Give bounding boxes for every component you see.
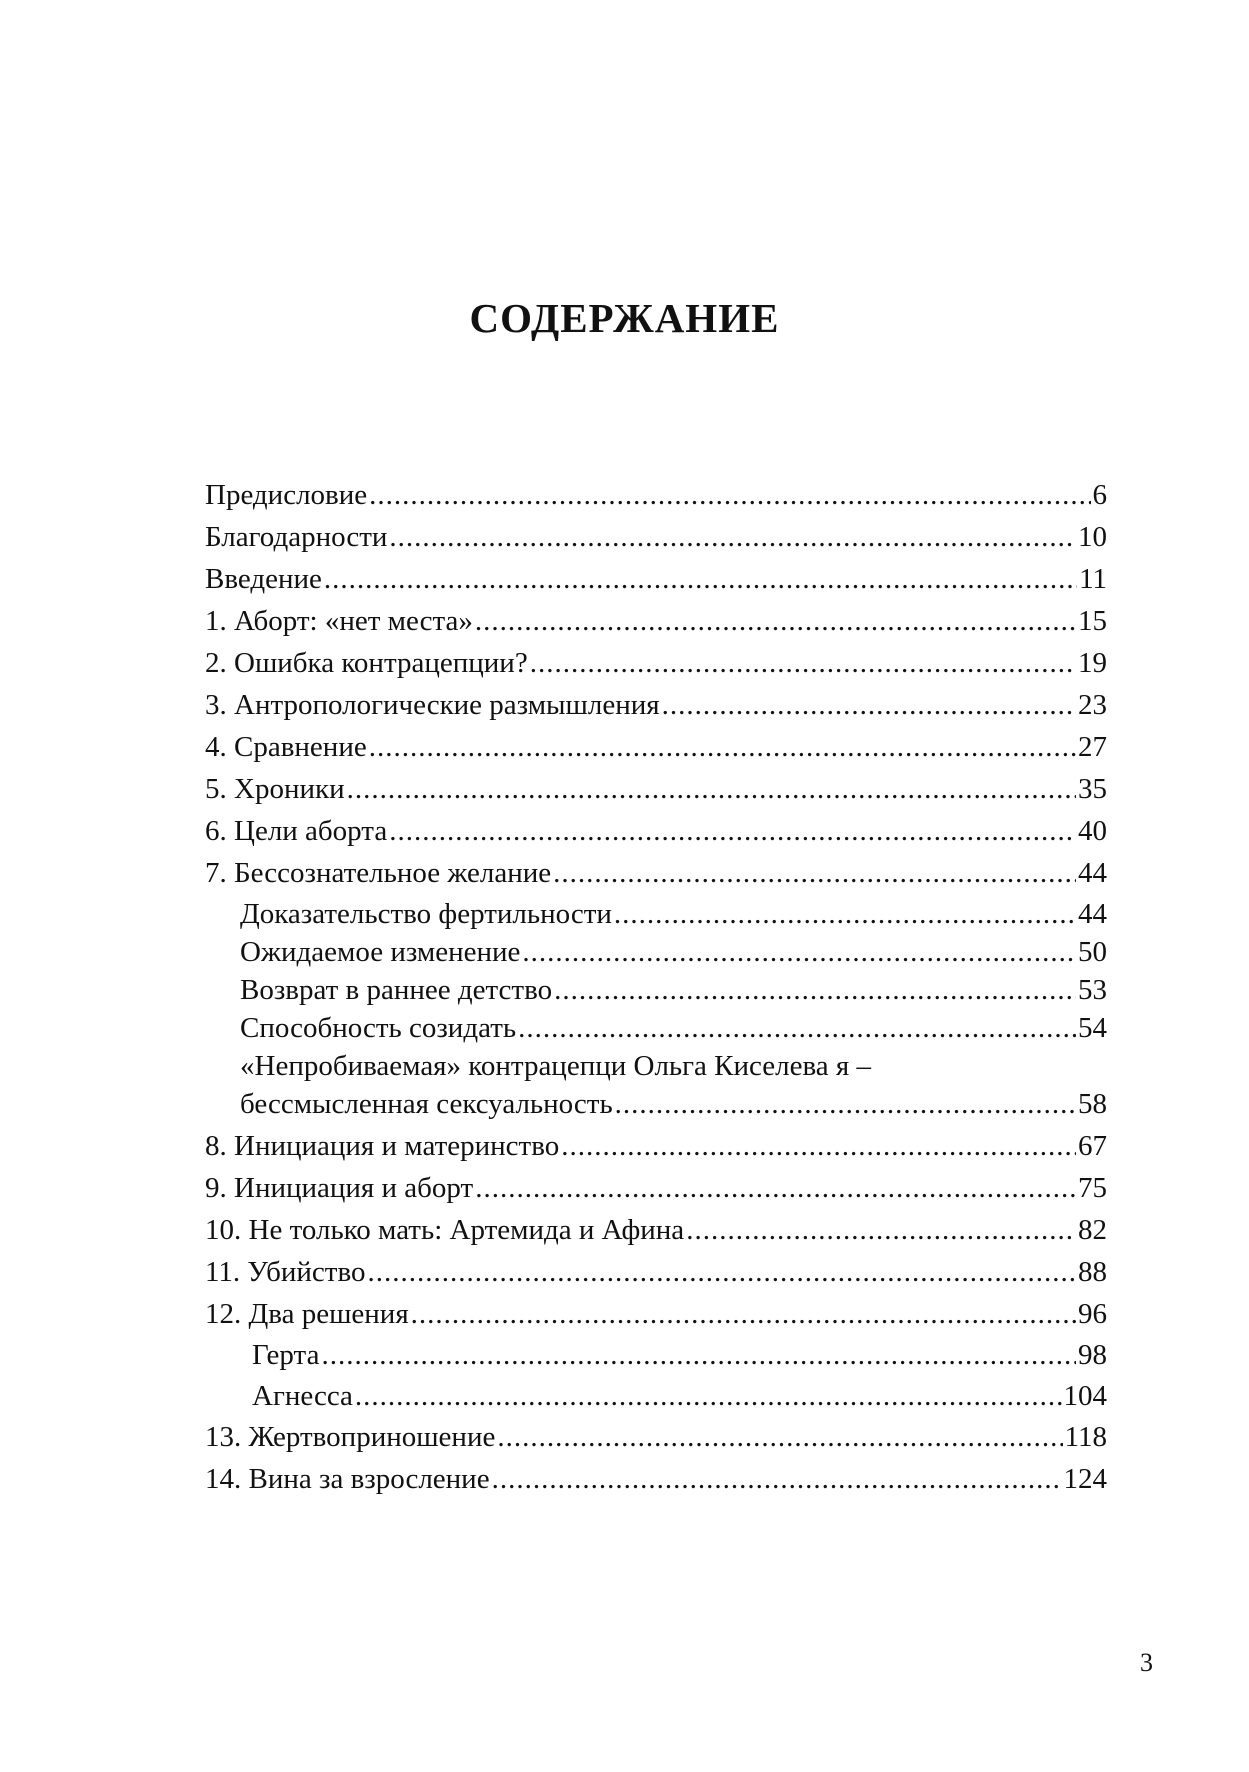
toc-entry-page: 118 xyxy=(1064,1421,1107,1453)
toc-entry-page: 11 xyxy=(1079,563,1107,595)
dot-leader xyxy=(347,769,1076,809)
toc-entry-label: 8. Инициация и материнство xyxy=(205,1130,560,1162)
toc-subentry xyxy=(240,894,1107,934)
dot-leader xyxy=(522,932,1076,972)
toc-entry-label: 1. Аборт: «нет места» xyxy=(205,605,473,637)
toc-entry-page: 44 xyxy=(1078,898,1107,930)
toc-entry-label: 3. Антропологические размышления xyxy=(205,689,660,721)
toc-entry xyxy=(205,559,1107,599)
toc-entry-label: 11. Убийство xyxy=(205,1256,366,1288)
toc-entry-page: 98 xyxy=(1078,1339,1107,1371)
toc-entry xyxy=(205,1252,1107,1292)
toc-entry xyxy=(205,1168,1107,1208)
dot-leader xyxy=(614,894,1076,934)
toc-entry-page: 15 xyxy=(1078,605,1107,637)
dot-leader xyxy=(389,517,1076,557)
toc-subentry xyxy=(252,1376,1107,1416)
toc-entry-label: 14. Вина за взросление xyxy=(205,1463,490,1495)
toc-entry-label: 10. Не только мать: Артемида и Афина xyxy=(205,1214,685,1246)
toc-entry-label: 2. Ошибка контрацепции? xyxy=(205,647,528,679)
dot-leader xyxy=(497,1417,1062,1457)
dot-leader xyxy=(561,1126,1076,1166)
dot-leader xyxy=(530,643,1076,683)
dot-leader xyxy=(324,559,1077,599)
toc-entry xyxy=(205,1417,1107,1457)
toc-entry-label: Предисловие xyxy=(205,479,368,511)
toc-entry xyxy=(205,727,1107,767)
toc-entry-page: 6 xyxy=(1092,479,1107,511)
toc-entry-label: Ожидаемое изменение xyxy=(240,936,521,968)
toc-entry-page: 88 xyxy=(1078,1256,1107,1288)
toc-entry-label: Введение xyxy=(205,563,322,595)
toc-entry-page: 67 xyxy=(1078,1130,1107,1162)
dot-leader xyxy=(389,811,1076,851)
toc-entry-page: 82 xyxy=(1078,1214,1107,1246)
toc-entry-label: Герта xyxy=(252,1339,320,1371)
dot-leader xyxy=(355,1376,1062,1416)
toc-entry xyxy=(205,853,1107,893)
dot-leader xyxy=(369,475,1090,515)
dot-leader xyxy=(475,1168,1076,1208)
dot-leader xyxy=(554,970,1076,1010)
toc-entry-label: «Непробиваемая» контрацепци Ольга Киселева я – xyxy=(240,1050,871,1082)
toc-entry-page: 19 xyxy=(1078,647,1107,679)
toc-subentry xyxy=(240,1008,1107,1048)
dot-leader xyxy=(367,1252,1076,1292)
toc-entry-page: 58 xyxy=(1078,1088,1107,1120)
dot-leader xyxy=(492,1459,1062,1499)
toc-entry-label: бессмысленная сексуальность xyxy=(240,1088,613,1120)
toc-entry xyxy=(205,769,1107,809)
dot-leader xyxy=(662,685,1076,725)
toc-entry-page: 104 xyxy=(1063,1380,1107,1412)
toc-entry-label: 12. Два решения xyxy=(205,1298,409,1330)
toc-entry-page: 96 xyxy=(1078,1298,1107,1330)
toc-entry-label: Благодарности xyxy=(205,521,388,553)
toc-entry xyxy=(205,601,1107,641)
toc-entry-page: 75 xyxy=(1078,1172,1107,1204)
page-number: 3 xyxy=(1140,1648,1153,1677)
toc-entry xyxy=(205,685,1107,725)
toc-entry-page: 40 xyxy=(1078,815,1107,847)
toc-entry-page: 44 xyxy=(1078,857,1107,889)
toc-entry-page: 10 xyxy=(1078,521,1107,553)
toc-entry xyxy=(205,517,1107,557)
toc-entry-page: 27 xyxy=(1078,731,1107,763)
toc-entry-page: 124 xyxy=(1063,1463,1107,1495)
toc-entry-label: 4. Сравнение xyxy=(205,731,367,763)
toc-subentry xyxy=(252,1335,1107,1375)
toc-entry-label: 7. Бессознательное желание xyxy=(205,857,552,889)
dot-leader xyxy=(553,853,1076,893)
dot-leader xyxy=(411,1294,1076,1334)
toc-entry-label: Агнесса xyxy=(252,1380,353,1412)
toc-entry-page: 23 xyxy=(1078,689,1107,721)
toc-subentry-first-line xyxy=(240,1046,1107,1086)
toc-entry xyxy=(205,475,1107,515)
dot-leader xyxy=(615,1084,1076,1124)
toc-subentry xyxy=(240,970,1107,1010)
dot-leader xyxy=(369,727,1076,767)
dot-leader xyxy=(686,1210,1076,1250)
toc-entry-label: 6. Цели аборта xyxy=(205,815,388,847)
toc-entry-label: 13. Жертвоприношение xyxy=(205,1421,496,1453)
toc-entry-label: Способность созидать xyxy=(240,1012,517,1044)
toc-subentry xyxy=(240,1084,1107,1124)
toc-entry xyxy=(205,1126,1107,1166)
toc-entry xyxy=(205,1294,1107,1334)
toc-entry xyxy=(205,811,1107,851)
toc-entry-label: Доказательство фертильности xyxy=(240,898,612,930)
toc-entry-page: 50 xyxy=(1078,936,1107,968)
page-title: СОДЕРЖАНИЕ xyxy=(469,295,780,341)
toc-entry xyxy=(205,1459,1107,1499)
dot-leader xyxy=(518,1008,1076,1048)
toc-entry-label: 5. Хроники xyxy=(205,773,345,805)
toc-subentry xyxy=(240,932,1107,972)
toc-entry-page: 53 xyxy=(1078,974,1107,1006)
toc-entry-page: 35 xyxy=(1078,773,1107,805)
toc-entry-page: 54 xyxy=(1078,1012,1107,1044)
toc-entry xyxy=(205,643,1107,683)
toc-entry-label: 9. Инициация и аборт xyxy=(205,1172,474,1204)
dot-leader xyxy=(475,601,1076,641)
toc-entry-label: Возврат в раннее детство xyxy=(240,974,553,1006)
toc-entry xyxy=(205,1210,1107,1250)
dot-leader xyxy=(321,1335,1076,1375)
